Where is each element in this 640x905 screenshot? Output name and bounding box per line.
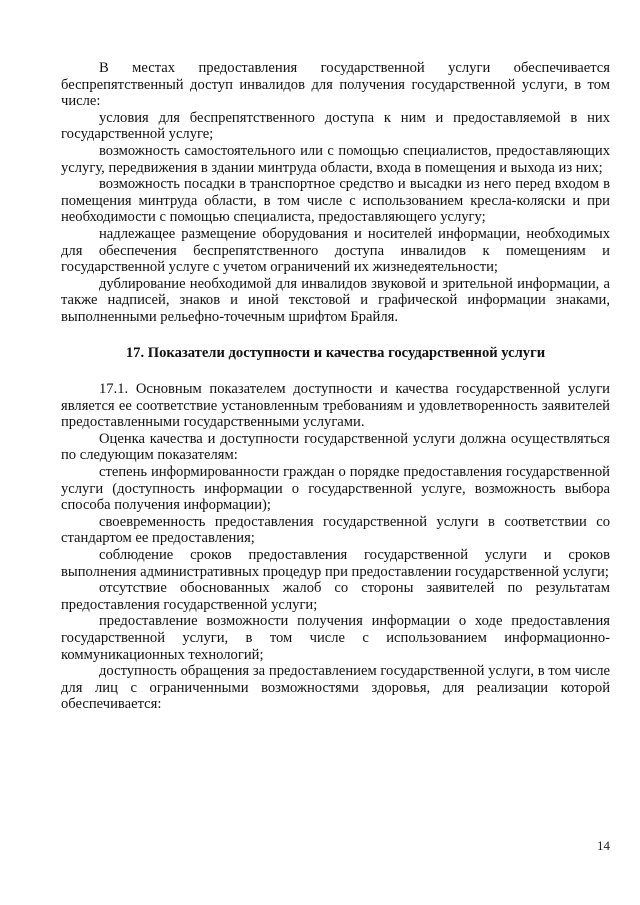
paragraph: возможность самостоятельного или с помощью специалистов, предоставляющих услугу, передвижения в здании минтруда области, входа в помещения и выхода из них; — [61, 142, 610, 176]
paragraph: доступность обращения за предоставлением государственной услуги, в том числе для лиц с ограниченными возможностями здоровья, для реализации которой обеспечивается: — [61, 663, 610, 713]
paragraph: своевременность предоставления государственной услуги в соответствии со стандартом ее предоставления; — [61, 513, 610, 547]
paragraph: 17.1. Основным показателем доступности и качества государственной услуги является ее соответствие установленным требованиям и удовлетворенность заявителей предоставленными государственными услугами. — [61, 381, 610, 431]
section-heading: 17. Показатели доступности и качества государственной услуги — [125, 344, 546, 361]
paragraph: отсутствие обоснованных жалоб со стороны заявителей по результатам предоставления государственной услуги; — [61, 580, 610, 613]
paragraph: возможность посадки в транспортное средство и высадки из него перед входом в помещения минтруда области, в том числе с использованием кресла-коляски и при необходимости с помощью специалиста, предоставляющего услугу; — [61, 176, 610, 226]
paragraph: условия для беспрепятственного доступа к ним и предоставляемой в них государственной услуге; — [61, 109, 610, 143]
paragraph: предоставление возможности получения информации о ходе предоставления государственной услуги, в том числе с использованием информационно-коммуникационных технологий; — [61, 613, 610, 663]
paragraph: дублирование необходимой для инвалидов звуковой и зрительной информации, а также надписей, знаков и иной текстовой и графической информации знаками, выполненными рельефно-точечным шрифтом Брайля. — [61, 275, 610, 325]
page-number: 14 — [597, 838, 610, 853]
paragraph: соблюдение сроков предоставления государственной услуги и сроков выполнения административных процедур при предоставлении государственной услуги; — [61, 547, 610, 580]
paragraph: надлежащее размещение оборудования и носителей информации, необходимых для обеспечения беспрепятственного доступа инвалидов к помещениям и государственной услуге с учетом ограничений их жизнедеятельности; — [61, 225, 610, 276]
paragraph: Оценка качества и доступности государственной услуги должна осуществляться по следующим показателям: — [61, 430, 610, 464]
paragraph: степень информированности граждан о порядке предоставления государственной услуги (доступность информации о государственной услуге, возможность выбора способа получения информации); — [61, 464, 610, 514]
paragraph: В местах предоставления государственной услуги обеспечивается беспрепятственный доступ инвалидов для получения государственной услуги, в том числе: — [61, 60, 610, 110]
document-page — [61, 60, 610, 713]
